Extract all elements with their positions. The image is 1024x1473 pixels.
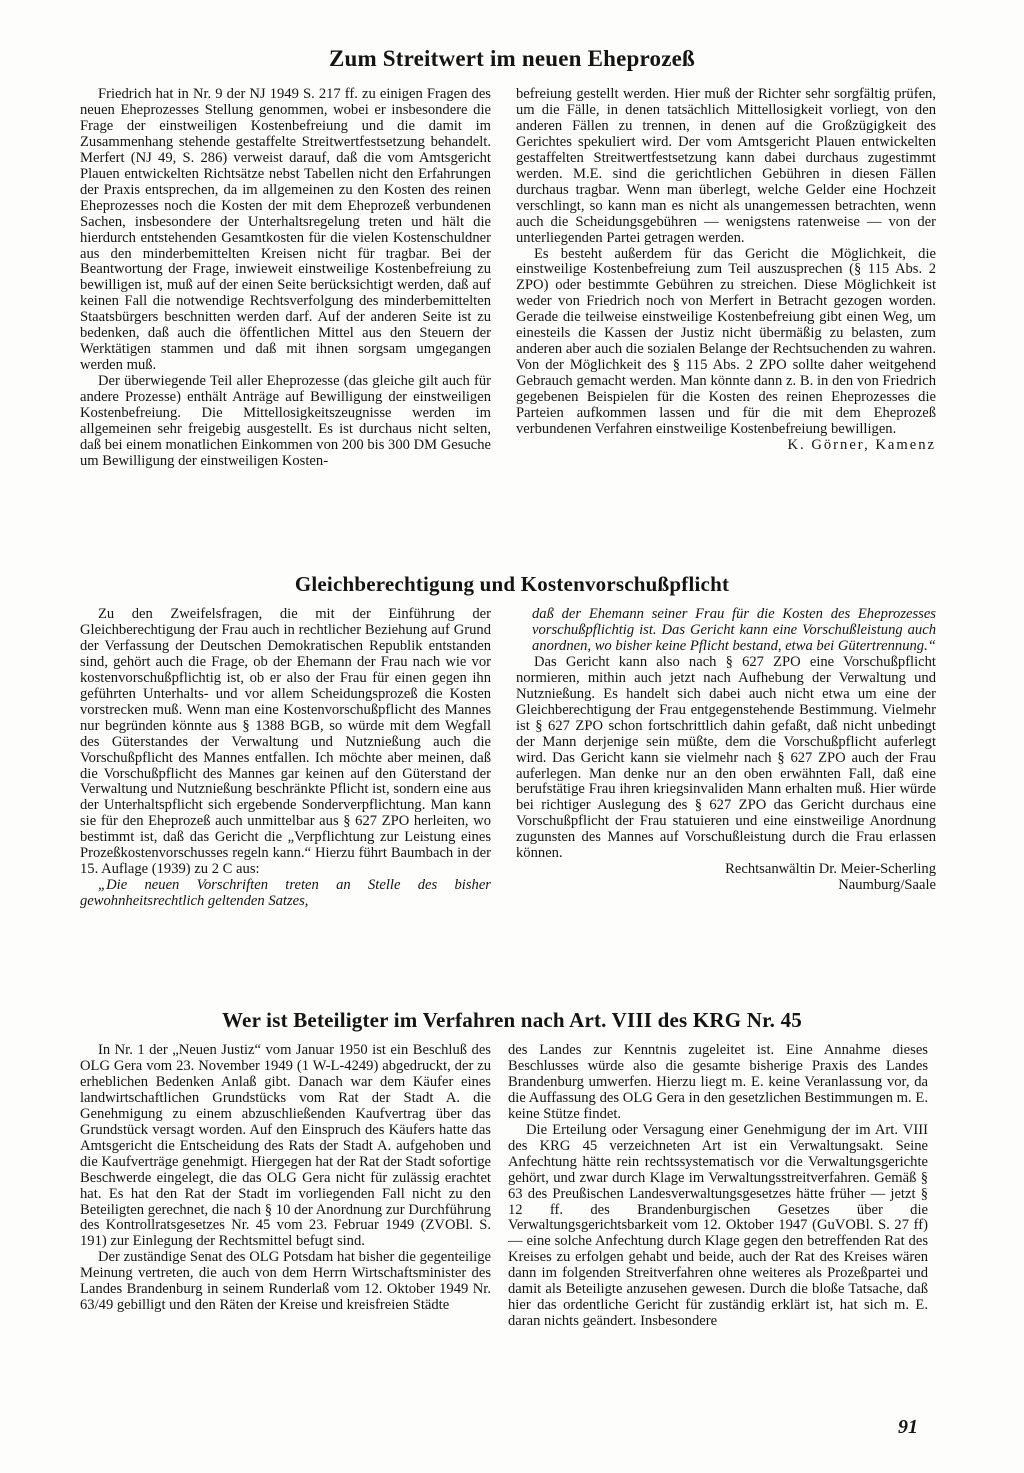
paragraph: Zu den Zweifelsfragen, die mit der Einführung der Gleichberechtigung der Frau auch in rechtlicher Beziehung auf Grund der Verfassung der Deutschen Demokratischen Republik entstanden sind, gehört auch die Frage, ob der Ehemann der Frau nach wie vor kostenvorschußpflichtig ist, ob er also der Frau für einen gegen ihn geführten Unterhalts- und vor allem Scheidungsprozeß die Kosten vorstrecken muß. Wenn man eine Kostenvorschußpflicht des Mannes nur begründen könnte aus § 1388 BGB, so würde mit dem Wegfall des Güterstandes der Verwaltung und Nutznießung auch die Vorschußpflicht des Mannes entfallen. Ich möchte aber meinen, daß die Vorschußpflicht des Mannes gar keinen auf den Güterstand der Verwaltung und Nutznießung beschränkte Pflicht ist, sondern eine aus der Unterhaltspflicht sich ergebende Sonderverpflichtung. Man kann sie für den Eheprozeß auch unmittelbar aus § 627 ZPO herleiten, wo bestimmt ist, daß das Gericht die „Verpflichtung zur Leistung eines Prozeßkostenvorschusses regeln kann.“ Hierzu führt Baumbach in der 15. Auflage (1939) zu 2 C aus: [80, 607, 491, 878]
section-beteiligter-left-column [80, 1043, 491, 1403]
section-streitwert-left-column [80, 87, 491, 547]
paragraph: Der zuständige Senat des OLG Potsdam hat bisher die gegenteilige Meinung vertreten, die auch von dem Herrn Wirtschaftsminister des Landes Brandenburg in seinem Runderlaß vom 12. Oktober 1949 Nr. 63/49 gebilligt und den Räten der Kreise und kreisfreien Städte [80, 1249, 491, 1314]
section-streitwert-right-column [516, 87, 936, 547]
section-title-kostenvorschuss: Gleichberechtigung und Kostenvorschußpflicht [294, 572, 730, 596]
paragraph: Die Erteilung oder Versagung einer Genehmigung der im Art. VIII des KRG 45 verzeichneten Art ist ein Verwaltungsakt. Seine Anfechtung hätte rein rechtssystematisch vor die Verwaltungsgerichte gehört, und zwar durch Klage im Verwaltungsstreitverfahren. Gemäß § 63 des Preußischen Landesverwaltungsgesetzes hätte früher — jetzt § 12 ff. des Brandenburgischen Gesetzes über die Verwaltungsgerichtsbarkeit vom 12. Oktober 1947 (GuVOBl. S. 27 ff) — eine solche Anfechtung durch Klage gegen den betreffenden Rat des Kreises zu erfolgen gehabt und beide, auch der Rat des Kreises wären dann im folgenden Streitverfahren ohne weiteres als Prozeßpartei und damit als Beteiligte anzusehen gewesen. Durch die bloße Tatsache, daß hier das ordentliche Gericht für zuständig erklärt ist, hat sich m. E. daran nichts geändert. Insbesondere [508, 1121, 928, 1330]
paragraph: befreiung gestellt werden. Hier muß der Richter sehr sorgfältig prüfen, um die Fälle, in denen tatsächlich Mittellosigkeit vorliegt, von den anderen Fällen zu trennen, in denen auf die Großzügigkeit des Gerichtes spekuliert wird. Der vom Amtsgericht Plauen entwickelten gestaffelten Streitwertfestsetzung kann dabei durchaus zugestimmt werden. M.E. sind die gerichtlichen Gebühren in diesen Fällen durchaus tragbar. Wenn man überlegt, welche Gelder eine Hochzeit verschlingt, so kann man es nicht als unangemessen betrachten, wenn auch die Scheidungsgebühren — wenigstens ratenweise — von der unterliegenden Partei getragen werden. [516, 87, 936, 246]
quotation: „Die neuen Vorschriften treten an Stelle des bisher gewohnheitsrechtlich geltenden Satzes, [80, 877, 491, 910]
section-title-streitwert: Zum Streitwert im neuen Eheprozeß [328, 46, 696, 71]
page-number: 91 [898, 1416, 918, 1438]
author-signature: K. Görner, Kamenz [787, 436, 936, 453]
paragraph: Es besteht außerdem für das Gericht die Möglichkeit, die einstweilige Kostenbefreiung zum Teil auszusprechen (§ 115 Abs. 2 ZPO) oder bestimmte Gebühren zu streichen. Diese Möglichkeit ist weder von Friedrich noch von Merfert in Betracht gezogen worden. Gerade die teilweise einstweilige Kostenbefreiung gibt einen Weg, um einesteils die Kassen der Justiz nicht übermäßig zu belasten, zum anderen aber auch die sozialen Belange der Rechtsuchenden zu wahren. Von der Möglichkeit des § 115 Abs. 2 ZPO sollte daher weitgehend Gebrauch gemacht werden. Man könnte dann z. B. in den von Friedrich gegebenen Beispielen für die Kosten des reinen Eheprozesses die Parteien aufkommen lassen und für die mit dem Eheprozeß verbundenen Verfahren einstweilige Kostenbefreiung bewilligen. [516, 245, 936, 438]
paragraph: des Landes zur Kenntnis zugeleitet ist. Eine Annahme dieses Beschlusses würde also die gesamte bisherige Praxis des Landes Brandenburg umwerfen. Hierzu liegt m. E. keine Veranlassung vor, da die Auffassung des OLG Gera in den gesetzlichen Bestimmungen m. E. keine Stütze findet. [508, 1043, 928, 1122]
quotation-continued: daß der Ehemann seiner Frau für die Kosten des Eheprozesses vorschußpflichtig ist. Das Gericht kann eine Vorschußleistung auch anordnen, wo bisher keine Pflicht bestand, etwa bei Gütertrennung.“ [532, 607, 936, 654]
paragraph: Der überwiegende Teil aller Eheprozesse (das gleiche gilt auch für andere Prozesse) enthält Anträge auf Bewilligung der einstweiligen Kostenbefreiung. Die Mittellosigkeitszeugnisse werden im allgemeinen sehr freigebig ausgestellt. Es ist durchaus nicht selten, daß bei einem monatlichen Einkommen von 200 bis 300 DM Gesuche um Bewilligung der einstweiligen Kosten- [80, 373, 491, 469]
section-kostenvorschuss-right-column [516, 607, 936, 975]
paragraph: Friedrich hat in Nr. 9 der NJ 1949 S. 217 ff. zu einigen Fragen des neuen Eheprozesses Stellung genommen, wobei er insbesondere die Frage der einstweiligen Kostenbefreiung und die damit im Zusammenhang stehende gestaffelte Streitwertfestsetzung behandelt. Merfert (NJ 49, S. 286) verweist darauf, daß die vom Amtsgericht Plauen entwickelten Richtsätze nebst Tabellen nicht den Erfahrungen der Praxis entsprechen, da im allgemeinen zu den Kosten des reinen Eheprozesses noch die Kosten der mit dem Eheprozeß verbundenen Sachen, insbesondere der Unterhaltsregelung treten und hält die hierdurch entstehenden Gesamtkosten für die vielen Kostenschuldner aus den minderbemittelten Kreisen nicht für tragbar. Bei der Beantwortung der Frage, inwieweit einstweilige Kostenbefreiung zu bewilligen ist, muß auf der einen Seite berücksichtigt werden, daß auf keinen Fall die notwendige Rechtsverfolgung des minderbemittelten Staatsbürgers beschnitten werden darf. Auf der anderen Seite ist zu bedenken, daß auch die öffentlichen Mittel aus den Steuern der Werktätigen stammen und daß mit ihnen sorgsam umgegangen werden muß. [80, 87, 491, 374]
author-signature: Rechtsanwältin Dr. Meier-Scherling [725, 861, 936, 878]
paragraph: Das Gericht kann also nach § 627 ZPO eine Vorschußpflicht normieren, mithin auch jetzt nach Aufhebung der Verwaltung und Nutznießung. Es handelt sich dabei auch nicht etwa um eine der Gleichberechtigung der Frau entgegenstehende Bestimmung. Vielmehr ist § 627 ZPO schon fortschrittlich dahin gefaßt, daß nicht unbedingt der Mann derjenige sein müßte, dem die Vorschußpflicht auferlegt wird. Das Gericht kann sie vielmehr nach § 627 ZPO auch der Frau auferlegen. Man denke nur an den oben erwähnten Fall, daß eine berufstätige Frau ihren kriegsinvaliden Mann erhalten muß. Hier würde bei richtiger Auslegung des § 627 ZPO das Gericht durchaus eine Vorschußpflicht der Frau statuieren und eine einstweilige Anordnung zugunsten des Mannes auf Vorschußleistung durch die Frau erlassen können. [516, 653, 936, 862]
section-title-beteiligter: Wer ist Beteiligter im Verfahren nach Art. VIII des KRG Nr. 45 [222, 1008, 802, 1032]
paragraph: In Nr. 1 der „Neuen Justiz“ vom Januar 1950 ist ein Beschluß des OLG Gera vom 23. November 1949 (1 W-L-4249) abgedruckt, der zu erheblichen Bedenken Anlaß gibt. Danach war dem Käufer eines landwirtschaftlichen Grundstücks vom Rat der Stadt A. die Genehmigung zu einem abzuschließenden Kaufvertrag über das Grundstück versagt worden. Auf den Einspruch des Käufers hatte das Amtsgericht die Entscheidung des Rats der Stadt A. aufgehoben und die Kaufverträge genehmigt. Hiergegen hat der Rat der Stadt sofortige Beschwerde eingelegt, die das OLG Gera nicht für zulässig erachtet hat. Es hat den Rat der Stadt im vorliegenden Fall nicht zu den Beteiligten gerechnet, die nach § 10 der Anordnung zur Durchführung des Kontrollratsgesetzes Nr. 45 vom 23. Februar 1949 (ZVOBl. S. 191) zur Einlegung der Rechtsmittel befugt sind. [80, 1043, 491, 1250]
author-location: Naumburg/Saale [838, 877, 936, 894]
section-beteiligter-right-column [508, 1043, 928, 1403]
section-kostenvorschuss-left-column [80, 607, 491, 975]
